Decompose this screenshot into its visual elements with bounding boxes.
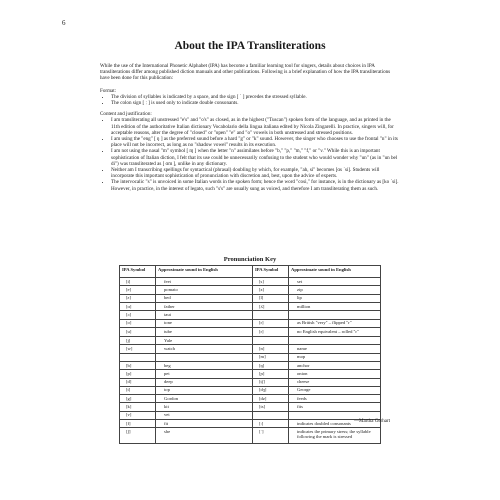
english-sound-cell: as British "very" – flipped "r" xyxy=(289,319,381,328)
table-row xyxy=(120,286,381,294)
english-sound-cell: anchor xyxy=(289,362,381,370)
table-header-row xyxy=(120,266,381,278)
table-row xyxy=(120,378,381,386)
english-sound-cell: beg xyxy=(156,362,253,370)
table-row xyxy=(120,419,381,427)
ipa-symbol-cell: [n] xyxy=(253,345,289,353)
ipa-symbol-cell xyxy=(253,411,289,419)
ipa-symbol-cell: [l] xyxy=(253,294,289,302)
ipa-symbol-cell: [ɔ] xyxy=(120,311,156,319)
intro-paragraph: While the use of the International Phonetic Alphabet (IPA) has become a familiar learning tool for singers, details about choices in IPA transliterations differ among published diction manuals and other publications. Following is a brief explanation of how the IPA transliterations have been done for this publication: xyxy=(100,63,391,82)
ipa-symbol-cell: [f] xyxy=(120,419,156,427)
format-item: • The division of syllables is indicated by a space, and the sign [ ˈ ] precedes the stressed syllable. xyxy=(111,94,400,100)
ipa-symbol-cell: [ts] xyxy=(253,403,289,411)
english-sound-cell: onion xyxy=(289,370,381,378)
table-row xyxy=(120,386,381,394)
ipa-symbol-cell: [m] xyxy=(253,353,289,361)
table-row xyxy=(120,303,381,311)
table-row xyxy=(120,411,381,419)
ipa-symbol-cell: [tʃ] xyxy=(253,378,289,386)
table-row xyxy=(120,362,381,370)
table-row xyxy=(120,403,381,411)
content-item: • I am using the "eng" [ ŋ ] as the preferred sound before a hard "g" or "k" sound. However, the singer who chooses to use the frontal "n" in its place will not be incorrect, as long as no "shadow vowel" results in its execution. xyxy=(111,136,400,148)
table-row xyxy=(120,370,381,378)
ipa-symbol-cell: [ʃ] xyxy=(120,428,156,444)
page-number: 6 xyxy=(62,19,66,27)
english-sound-cell: Yale xyxy=(156,337,253,345)
page-title: About the IPA Transliterations xyxy=(174,40,326,52)
ipa-symbol-cell: [w] xyxy=(120,345,156,353)
english-sound-cell: cheese xyxy=(289,378,381,386)
column-header: IPA Symbol xyxy=(120,266,156,278)
column-header: IPA Symbol xyxy=(253,266,289,278)
content-label: Content and justification: xyxy=(100,111,152,118)
english-sound-cell: name xyxy=(289,345,381,353)
author-signature: —Martha Gerhart xyxy=(354,419,390,424)
english-sound-cell: mop xyxy=(289,353,381,361)
ipa-symbol-cell xyxy=(253,311,289,319)
english-sound-cell: lip xyxy=(289,294,381,302)
content-item: • I am transliterating all unstressed "e's" and "o's" as closed, as in the highest ("Tuscan") spoken form of the language, and as printed in the 11th edition of the authoritative Italian dictionary Vocabolario della lingua italiana edited by Nicola Zingarelli. In practice, singers will, for acceptable reasons, alter the degree of "closed" or "open" "e" and "o" vowels in both unstressed and stressed positions. xyxy=(111,117,400,136)
ipa-symbol-cell: [b] xyxy=(120,362,156,370)
table-row xyxy=(120,328,381,337)
ipa-symbol-cell: [ɑ] xyxy=(120,303,156,311)
ipa-symbol-cell: [ŋ] xyxy=(253,362,289,370)
table-row xyxy=(120,428,381,444)
table-row xyxy=(120,345,381,353)
ipa-symbol-cell: [ː] xyxy=(253,419,289,427)
english-sound-cell: zip xyxy=(289,286,381,294)
english-sound-cell: she xyxy=(156,428,253,444)
content-item: • Neither am I transcribing spellings for syntactical (phrasal) doubling by which, for example, "ah, sì" becomes [ɑs ˈsi]. Students will incorporate this important sophistication of pronunciation with discretion and, best, upon the advice of experts. xyxy=(111,167,400,179)
content-list xyxy=(100,117,400,191)
table-row xyxy=(120,311,381,319)
english-sound-cell xyxy=(289,337,381,345)
ipa-symbol-cell: [r] xyxy=(253,328,289,337)
ipa-symbol-cell: [e] xyxy=(120,286,156,294)
pronunciation-key-title: Pronunciation Key xyxy=(223,256,277,263)
ipa-symbol-cell: [z] xyxy=(253,286,289,294)
ipa-symbol-cell: [j] xyxy=(120,337,156,345)
english-sound-cell: feet xyxy=(156,278,253,286)
english-sound-cell: pet xyxy=(156,370,253,378)
ipa-symbol-cell xyxy=(120,353,156,361)
ipa-symbol-cell: [k] xyxy=(120,403,156,411)
table-row xyxy=(120,278,381,286)
ipa-symbol-cell: [u] xyxy=(120,328,156,337)
english-sound-cell: George xyxy=(289,386,381,394)
ipa-symbol-cell: [dʒ] xyxy=(253,386,289,394)
english-sound-cell xyxy=(289,311,381,319)
ipa-symbol-cell: [r] xyxy=(253,319,289,328)
ipa-symbol-cell: [g] xyxy=(120,395,156,403)
english-sound-cell: indicates the primary stress; the syllable following the mark is stressed xyxy=(289,428,381,444)
english-sound-cell: indicates doubled consonants xyxy=(289,419,381,427)
english-sound-cell: vet xyxy=(156,411,253,419)
column-header: Approximate sound in English xyxy=(156,266,253,278)
ipa-symbol-cell: [o] xyxy=(120,319,156,328)
english-sound-cell: million xyxy=(289,303,381,311)
english-sound-cell: tone xyxy=(156,319,253,328)
column-header: Approximate sound in English xyxy=(289,266,381,278)
ipa-symbol-cell: [dz] xyxy=(253,395,289,403)
english-sound-cell: Gordon xyxy=(156,395,253,403)
table-body xyxy=(120,278,381,444)
english-sound-cell: no English equivalent – rolled "r" xyxy=(289,328,381,337)
english-sound-cell: watch xyxy=(156,345,253,353)
ipa-symbol-cell xyxy=(253,337,289,345)
format-list xyxy=(100,94,400,106)
ipa-symbol-cell: [d] xyxy=(120,378,156,386)
ipa-symbol-cell: [ɛ] xyxy=(120,294,156,302)
ipa-symbol-cell: [i] xyxy=(120,278,156,286)
ipa-symbol-cell: [t] xyxy=(120,386,156,394)
content-item: • The intervocalic "s" is unvoiced in some Italian words in the spoken form; hence the word "così," for instance, is in the dictionary as [ko ˈsi]. However, in practice, in the interest of legato, such "s's" are usually sung as voiced, and therefore I am transliterating them as such. xyxy=(111,179,400,191)
english-sound-cell: fits xyxy=(289,403,381,411)
table-row xyxy=(120,353,381,361)
ipa-symbol-cell: [p] xyxy=(120,370,156,378)
english-sound-cell xyxy=(156,353,253,361)
english-sound-cell: pomato xyxy=(156,286,253,294)
format-label: Format: xyxy=(100,87,117,94)
english-sound-cell: top xyxy=(156,386,253,394)
english-sound-cell: kit xyxy=(156,403,253,411)
english-sound-cell: fit xyxy=(156,419,253,427)
ipa-symbol-cell: [ˈ] xyxy=(253,428,289,444)
pronunciation-key-table xyxy=(119,265,381,444)
table-row xyxy=(120,319,381,328)
english-sound-cell: set xyxy=(289,278,381,286)
ipa-symbol-cell: [v] xyxy=(120,411,156,419)
english-sound-cell: father xyxy=(156,303,253,311)
table-row xyxy=(120,395,381,403)
english-sound-cell: tube xyxy=(156,328,253,337)
table-row xyxy=(120,337,381,345)
body-text xyxy=(100,63,400,197)
format-item: • The colon sign [ ː ] is used only to indicate double consonants. xyxy=(111,100,400,106)
english-sound-cell: taut xyxy=(156,311,253,319)
ipa-symbol-cell: [ʎ] xyxy=(253,303,289,311)
table-row xyxy=(120,294,381,302)
english-sound-cell: feeds xyxy=(289,395,381,403)
english-sound-cell: bed xyxy=(156,294,253,302)
ipa-symbol-cell: [ɲ] xyxy=(253,370,289,378)
content-item: • I am not using the nasal "m" symbol [ ɱ ] when the letter "n" assimilates before "b," "p," "m," "f," or "v." While this is an important sophistication of Italian diction, I felt that its use could be unnecessarily confusing to the student who would wonder why "un" (as in "un bel di") was transliterated as [ ɑm ], unlike in any dictionary. xyxy=(111,148,400,167)
ipa-symbol-cell: [s] xyxy=(253,278,289,286)
english-sound-cell: deep xyxy=(156,378,253,386)
